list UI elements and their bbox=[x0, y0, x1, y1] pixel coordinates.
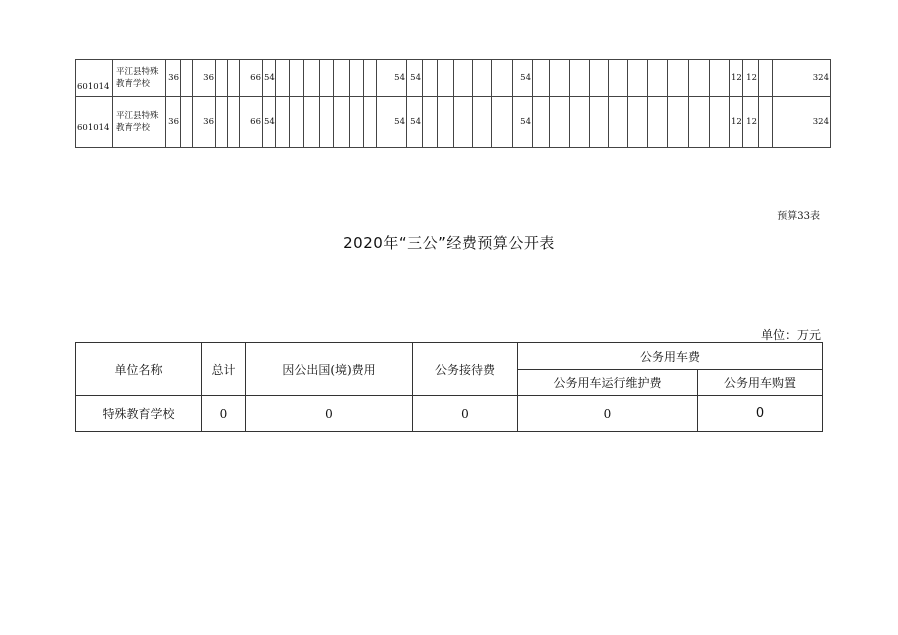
table-cell: 54 bbox=[513, 60, 533, 97]
header-vehicle-operation: 公务用车运行维护费 bbox=[518, 370, 698, 396]
table-cell bbox=[350, 60, 364, 97]
table-cell: 324 bbox=[773, 60, 831, 97]
cell-unit-name: 特殊教育学校 bbox=[76, 396, 202, 432]
table-cell bbox=[228, 60, 240, 97]
table-cell: 12 bbox=[743, 60, 759, 97]
table-cell: 66 bbox=[240, 60, 263, 97]
table-cell bbox=[668, 97, 689, 148]
page-title: 2020年“三公”经费预算公开表 bbox=[343, 234, 555, 252]
table-cell: 54 bbox=[513, 97, 533, 148]
header-total: 总计 bbox=[202, 343, 246, 396]
table-cell: 12 bbox=[743, 97, 759, 148]
table-cell bbox=[364, 97, 377, 148]
table-cell bbox=[181, 97, 193, 148]
unit-code: 601014 bbox=[76, 97, 113, 148]
header-reception: 公务接待费 bbox=[413, 343, 518, 396]
table-cell bbox=[454, 60, 473, 97]
table-cell bbox=[334, 60, 350, 97]
header-vehicle-purchase: 公务用车购置 bbox=[698, 370, 823, 396]
table-cell bbox=[492, 60, 513, 97]
table-cell: 54 bbox=[407, 97, 423, 148]
header-vehicle: 公务用车费 bbox=[518, 343, 823, 370]
table-cell bbox=[550, 97, 570, 148]
table-cell bbox=[648, 60, 668, 97]
three-public-expenses-table bbox=[75, 342, 823, 432]
table-cell bbox=[550, 60, 570, 97]
cell-overseas: 0 bbox=[246, 396, 413, 432]
table-cell bbox=[304, 60, 320, 97]
cell-vehicle-purchase: 0 bbox=[698, 396, 823, 432]
table-cell bbox=[570, 97, 590, 148]
table-cell bbox=[438, 97, 454, 148]
unit-label: 单位：万元 bbox=[760, 328, 821, 342]
table-cell: 36 bbox=[193, 60, 216, 97]
unit-code: 601014 bbox=[76, 60, 113, 97]
header-row bbox=[76, 343, 823, 370]
cell-reception: 0 bbox=[413, 396, 518, 432]
table-cell bbox=[710, 97, 730, 148]
table-cell bbox=[216, 60, 228, 97]
table-cell bbox=[473, 60, 492, 97]
budget-continuation-table bbox=[75, 59, 831, 148]
table-cell bbox=[216, 97, 228, 148]
table-cell bbox=[181, 60, 193, 97]
table-cell bbox=[276, 60, 290, 97]
table-cell bbox=[689, 97, 710, 148]
table-cell bbox=[290, 97, 304, 148]
table-cell bbox=[473, 97, 492, 148]
table-cell bbox=[320, 97, 334, 148]
table-cell bbox=[334, 97, 350, 148]
table-cell bbox=[320, 60, 334, 97]
table-cell bbox=[628, 60, 648, 97]
table-cell bbox=[710, 60, 730, 97]
table-cell bbox=[304, 97, 320, 148]
table-cell: 54 bbox=[407, 60, 423, 97]
table-cell bbox=[609, 97, 628, 148]
table-cell bbox=[492, 97, 513, 148]
table-cell: 54 bbox=[377, 60, 407, 97]
table-row bbox=[76, 97, 831, 148]
table-cell bbox=[590, 97, 609, 148]
table-cell bbox=[276, 97, 290, 148]
table-cell bbox=[423, 97, 438, 148]
table-cell bbox=[759, 60, 773, 97]
table-cell bbox=[423, 60, 438, 97]
table-cell: 66 bbox=[240, 97, 263, 148]
unit-name: 平江县特殊教育学校 bbox=[113, 97, 166, 148]
table-cell: 54 bbox=[263, 97, 276, 148]
table-cell bbox=[759, 97, 773, 148]
table-cell bbox=[648, 97, 668, 148]
table-cell bbox=[364, 60, 377, 97]
table-cell: 12 bbox=[730, 97, 743, 148]
table-cell: 36 bbox=[166, 97, 181, 148]
table-cell: 36 bbox=[166, 60, 181, 97]
cell-total: 0 bbox=[202, 396, 246, 432]
table-cell: 54 bbox=[377, 97, 407, 148]
table-cell bbox=[628, 97, 648, 148]
table-cell bbox=[668, 60, 689, 97]
table-cell: 324 bbox=[773, 97, 831, 148]
table-cell: 36 bbox=[193, 97, 216, 148]
table-cell bbox=[290, 60, 304, 97]
table-cell bbox=[228, 97, 240, 148]
table-cell bbox=[570, 60, 590, 97]
table-row bbox=[76, 60, 831, 97]
unit-name: 平江县特殊教育学校 bbox=[113, 60, 166, 97]
header-unit-name: 单位名称 bbox=[76, 343, 202, 396]
table-cell bbox=[590, 60, 609, 97]
table-cell bbox=[454, 97, 473, 148]
table-cell bbox=[609, 60, 628, 97]
table-row bbox=[76, 396, 823, 432]
table-cell bbox=[533, 60, 550, 97]
table-cell: 12 bbox=[730, 60, 743, 97]
header-overseas: 因公出国(境)费用 bbox=[246, 343, 413, 396]
table-number: 预算33表 bbox=[777, 211, 820, 222]
table-cell: 54 bbox=[263, 60, 276, 97]
table-cell bbox=[689, 60, 710, 97]
cell-vehicle-operation: 0 bbox=[518, 396, 698, 432]
table-cell bbox=[533, 97, 550, 148]
table-cell bbox=[350, 97, 364, 148]
table-cell bbox=[438, 60, 454, 97]
